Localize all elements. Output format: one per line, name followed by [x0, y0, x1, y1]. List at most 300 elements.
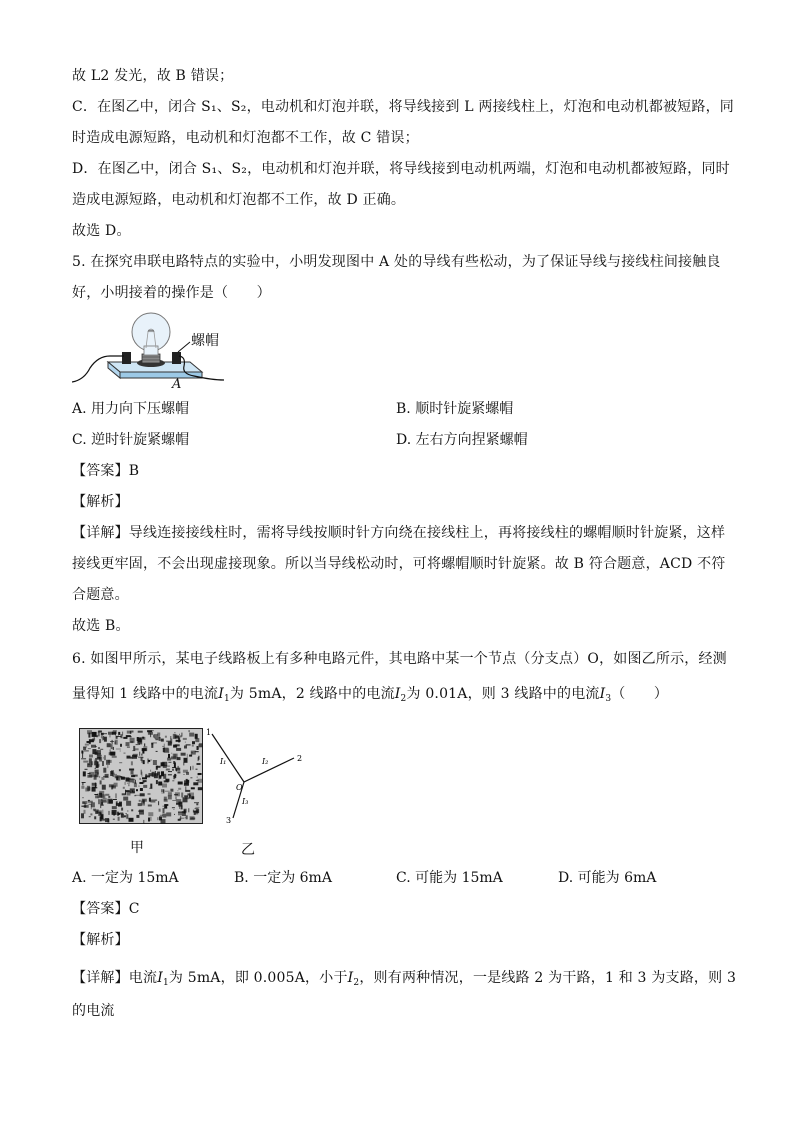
board-texture-speck: [105, 818, 109, 822]
board-texture-speck: [170, 789, 173, 792]
subscript: 2: [353, 978, 360, 988]
board-texture-speck: [131, 775, 135, 777]
board-texture-speck: [197, 746, 199, 750]
board-texture-speck: [156, 751, 158, 752]
board-texture-speck: [97, 757, 101, 760]
board-texture-speck: [172, 769, 174, 771]
board-texture-speck: [155, 738, 158, 740]
board-texture-speck: [97, 764, 100, 767]
board-texture-speck: [89, 755, 93, 758]
board-texture-speck: [81, 813, 84, 818]
board-texture-speck: [162, 814, 166, 818]
board-texture-speck: [148, 805, 152, 807]
q6-option-b: B. 一定为 6mA: [234, 870, 332, 886]
board-texture-speck: [155, 771, 156, 776]
board-texture-speck: [131, 809, 133, 811]
board-texture-speck: [126, 801, 131, 806]
board-texture-speck: [134, 783, 137, 787]
board-texture-speck: [168, 742, 172, 746]
board-texture-speck: [108, 796, 110, 798]
board-texture-speck: [173, 745, 177, 748]
board-texture-speck: [181, 805, 183, 809]
circuit-board-image: [79, 728, 203, 824]
board-texture-speck: [143, 800, 145, 804]
label-i1: I₁: [220, 757, 227, 766]
board-texture-speck: [87, 775, 92, 778]
branch-2: [244, 758, 294, 782]
board-texture-speck: [107, 765, 108, 768]
board-texture-speck: [89, 758, 92, 763]
label-i3: I₃: [242, 797, 249, 806]
board-texture-speck: [100, 804, 101, 808]
board-texture-speck: [175, 736, 179, 739]
label-3: 3: [226, 816, 232, 825]
board-texture-speck: [186, 772, 189, 775]
board-texture-speck: [143, 820, 144, 824]
branch-1: [212, 734, 244, 782]
board-texture-speck: [139, 782, 143, 784]
board-texture-speck: [168, 774, 172, 775]
label-1: 1: [206, 728, 212, 737]
board-texture-speck: [174, 754, 177, 757]
board-texture-speck: [161, 789, 164, 792]
board-texture-speck: [164, 744, 165, 749]
board-texture-speck: [140, 793, 145, 796]
board-texture-speck: [143, 785, 147, 788]
board-texture-speck: [148, 818, 150, 822]
board-texture-speck: [105, 794, 109, 796]
q5-detail: 接线更牢固，不会出现虚接现象。所以当导线松动时，可将螺帽顺时针旋紧。故 B 符合题意，ACD 不符: [72, 556, 726, 572]
board-texture-speck: [139, 800, 141, 802]
board-texture-speck: [196, 769, 198, 770]
board-texture-speck: [158, 782, 162, 786]
board-texture-speck: [98, 799, 103, 804]
board-texture-speck: [168, 754, 170, 758]
board-texture-speck: [164, 804, 168, 806]
board-texture-speck: [141, 772, 142, 777]
board-texture-speck: [130, 741, 133, 743]
board-texture-speck: [99, 731, 102, 732]
board-texture-speck: [163, 765, 167, 768]
board-texture-speck: [127, 731, 132, 734]
stem-text: 量得知 1 线路中的电流: [72, 686, 219, 702]
board-texture-speck: [194, 802, 199, 803]
board-texture-speck: [103, 801, 107, 802]
board-texture-speck: [104, 737, 107, 742]
board-texture-speck: [139, 810, 144, 815]
board-texture-speck: [94, 816, 96, 819]
board-texture-speck: [121, 808, 123, 811]
board-texture-speck: [100, 749, 103, 750]
board-texture-speck: [173, 809, 174, 810]
board-texture-speck: [113, 730, 117, 734]
q6-detail: 的电流: [72, 1003, 115, 1019]
board-texture-speck: [88, 800, 90, 801]
board-texture-speck: [94, 733, 96, 735]
board-texture-speck: [98, 747, 100, 749]
board-texture-speck: [112, 810, 117, 815]
board-texture-speck: [192, 741, 195, 744]
board-texture-speck: [90, 813, 92, 815]
board-texture-speck: [126, 790, 130, 792]
board-texture-speck: [140, 778, 141, 780]
board-texture-speck: [187, 793, 190, 795]
board-texture-speck: [176, 768, 177, 771]
board-texture-speck: [157, 817, 158, 820]
board-texture-speck: [112, 756, 117, 758]
stem-text: 为 5mA，2 线路中的电流: [229, 686, 395, 702]
figure-caption-jia: 甲: [130, 840, 144, 856]
board-texture-speck: [149, 732, 150, 734]
subscript: 1: [162, 978, 169, 988]
board-texture-speck: [182, 811, 186, 816]
board-texture-speck: [98, 732, 100, 736]
board-texture-speck: [138, 731, 143, 733]
board-texture-speck: [162, 793, 163, 794]
board-texture-speck: [123, 737, 128, 738]
q5-option-d: D. 左右方向捏紧螺帽: [396, 432, 528, 448]
text-line: C．在图乙中，闭合 S₁、S₂，电动机和灯泡并联，将导线接到 L 两接线柱上，灯泡和电动机都被短路，同: [72, 99, 734, 115]
board-texture-speck: [96, 735, 98, 737]
q6-detail: [72, 968, 736, 993]
board-texture-speck: [82, 753, 83, 758]
board-texture-speck: [132, 750, 135, 751]
question-6-stem: [72, 684, 668, 709]
board-texture-speck: [168, 771, 172, 772]
board-texture-speck: [150, 817, 151, 821]
terminal-post-right: [172, 352, 181, 364]
board-texture-speck: [143, 780, 147, 782]
board-texture-speck: [186, 815, 188, 819]
board-texture-speck: [185, 797, 189, 799]
board-texture-speck: [157, 772, 160, 776]
board-texture-speck: [83, 771, 86, 776]
bulb-glass: [132, 313, 170, 351]
board-texture-speck: [102, 761, 104, 766]
board-texture-speck: [132, 731, 134, 733]
board-texture-speck: [191, 787, 195, 789]
board-texture-speck: [96, 750, 97, 754]
node-diagram: [200, 726, 310, 826]
board-texture-speck: [176, 775, 177, 776]
q6-option-d: D. 可能为 6mA: [558, 870, 657, 886]
text-line: 故选 D。: [72, 223, 131, 239]
board-texture-speck: [124, 815, 126, 817]
board-texture-speck: [124, 753, 126, 754]
current-symbol-i1: I: [218, 686, 224, 702]
board-texture-speck: [163, 806, 164, 807]
board-texture-speck: [150, 770, 151, 772]
board-texture-speck: [139, 786, 140, 787]
board-texture-speck: [143, 746, 147, 751]
board-texture-speck: [139, 743, 140, 745]
board-texture-speck: [126, 814, 128, 818]
board-texture-speck: [192, 752, 193, 753]
board-texture-speck: [89, 816, 91, 817]
board-texture-speck: [131, 771, 134, 775]
board-texture-speck: [114, 774, 117, 775]
board-texture-speck: [104, 733, 107, 734]
board-texture-speck: [192, 745, 194, 747]
board-texture-speck: [195, 738, 199, 742]
stem-text: 为 0.01A，则 3 线路中的电流: [406, 686, 600, 702]
board-texture-speck: [141, 758, 143, 761]
board-texture-speck: [126, 735, 131, 737]
board-texture-speck: [82, 782, 83, 785]
board-texture-speck: [174, 732, 175, 733]
board-texture-speck: [184, 758, 188, 763]
board-texture-speck: [111, 744, 113, 749]
detail-text: 为 5mA，即 0.005A，小于: [168, 970, 348, 986]
board-texture-speck: [136, 789, 138, 791]
board-texture-speck: [115, 732, 116, 736]
board-texture-speck: [116, 749, 121, 750]
board-texture-speck: [88, 764, 90, 765]
board-texture-speck: [103, 768, 106, 773]
board-texture-speck: [120, 744, 122, 747]
board-texture-speck: [145, 775, 150, 777]
board-texture-speck: [87, 786, 90, 791]
board-texture-speck: [157, 766, 161, 768]
board-texture-speck: [87, 730, 92, 734]
board-texture-speck: [129, 818, 134, 822]
board-texture-speck: [178, 788, 181, 790]
board-texture-speck: [161, 819, 166, 824]
callout-line: [178, 342, 190, 352]
board-texture-speck: [148, 759, 149, 764]
q5-detail: 【详解】导线连接接线柱时，需将导线按顺时针方向绕在接线柱上，再将接线柱的螺帽顺时针旋紧，这样: [72, 525, 726, 541]
board-texture-speck: [97, 770, 99, 775]
board-texture-speck: [196, 809, 199, 813]
board-texture-speck: [140, 788, 143, 791]
board-texture-speck: [136, 744, 139, 745]
board-texture-speck: [107, 799, 112, 804]
point-a-label: A: [172, 377, 182, 392]
board-texture-speck: [150, 800, 155, 803]
text-line: 时造成电源短路，电动机和灯泡都不工作，故 C 错误；: [72, 130, 419, 146]
board-texture-speck: [132, 755, 137, 759]
board-texture-speck: [106, 760, 110, 765]
board-texture-speck: [190, 818, 195, 820]
board-texture-speck: [165, 736, 167, 738]
q5-analysis-heading: 【解析】: [72, 494, 129, 510]
board-texture-speck: [177, 757, 181, 760]
board-texture-speck: [83, 761, 88, 763]
board-texture-speck: [110, 749, 111, 754]
board-texture-speck: [161, 739, 164, 742]
nut-label: 螺帽: [191, 333, 219, 349]
bulb-figure: [72, 310, 242, 392]
board-texture-speck: [84, 810, 86, 814]
board-texture-speck: [188, 808, 189, 812]
q6-option-a: A. 一定为 15mA: [72, 870, 179, 886]
board-texture-speck: [113, 747, 114, 750]
current-symbol-i3: I: [599, 686, 606, 702]
board-texture-speck: [150, 784, 152, 789]
current-symbol-i1: I: [157, 970, 163, 986]
board-texture-speck: [164, 797, 167, 801]
board-texture-speck: [190, 766, 191, 770]
board-texture-speck: [191, 796, 194, 799]
board-texture-speck: [119, 802, 122, 807]
q6-answer: 【答案】C: [72, 901, 140, 917]
board-texture-speck: [118, 817, 120, 821]
board-texture-speck: [83, 747, 86, 750]
board-texture-speck: [138, 803, 142, 806]
board-texture-speck: [168, 749, 169, 754]
board-texture-speck: [152, 730, 154, 731]
board-texture-speck: [184, 746, 187, 749]
board-texture-speck: [119, 762, 122, 763]
board-texture-speck: [126, 813, 127, 814]
label-i2: I₂: [262, 757, 269, 766]
board-texture-speck: [181, 753, 186, 756]
subscript: 1: [223, 694, 230, 704]
node-branch-diagram: [200, 726, 310, 826]
board-texture-speck: [125, 782, 126, 785]
board-texture-speck: [88, 773, 91, 774]
board-texture-speck: [107, 743, 111, 747]
board-texture-speck: [139, 752, 140, 756]
board-texture-speck: [110, 734, 111, 737]
board-texture-speck: [92, 749, 96, 754]
board-texture-speck: [155, 800, 157, 801]
board-texture-speck: [87, 741, 91, 743]
board-texture-speck: [173, 776, 175, 777]
board-texture-speck: [141, 754, 142, 756]
current-symbol-i2: I: [394, 686, 401, 702]
board-texture-speck: [104, 755, 106, 760]
figure-caption-yi: 乙: [241, 842, 255, 858]
board-texture-speck: [99, 739, 101, 743]
board-texture-speck: [184, 774, 185, 775]
board-texture-speck: [81, 758, 86, 759]
board-texture-speck: [189, 733, 194, 737]
board-texture-speck: [112, 774, 114, 777]
board-texture-speck: [101, 733, 104, 735]
board-texture-speck: [99, 776, 100, 778]
q5-option-a: A. 用力向下压螺帽: [72, 401, 190, 417]
board-texture-speck: [178, 782, 183, 785]
board-texture-speck: [153, 742, 157, 743]
board-texture-speck: [142, 777, 147, 779]
board-texture-speck: [170, 736, 171, 739]
board-texture-speck: [100, 780, 102, 784]
board-texture-speck: [176, 797, 177, 800]
board-texture-speck: [172, 800, 176, 801]
board-texture-speck: [109, 752, 113, 755]
detail-text: 【详解】电流: [72, 970, 158, 986]
bulb-on-base-illustration: [72, 310, 242, 392]
board-texture-speck: [131, 761, 133, 765]
board-texture-speck: [127, 811, 128, 812]
board-texture-speck: [179, 818, 184, 819]
board-texture-speck: [183, 762, 184, 765]
q6-analysis-heading: 【解析】: [72, 932, 129, 948]
board-texture-speck: [163, 774, 166, 779]
board-texture-speck: [130, 788, 135, 793]
board-texture-speck: [82, 801, 87, 804]
board-texture-speck: [153, 760, 157, 765]
board-texture-speck: [103, 736, 104, 740]
board-texture-speck: [193, 810, 194, 811]
detail-text: ，则有两种情况，一是线路 2 为干路，1 和 3 为支路，则 3: [359, 970, 737, 986]
board-texture-speck: [189, 730, 190, 732]
board-texture-speck: [84, 750, 89, 751]
board-texture-speck: [123, 787, 125, 789]
board-texture-speck: [82, 782, 86, 783]
board-texture-speck: [185, 817, 186, 818]
board-texture-speck: [112, 786, 116, 789]
board-texture-speck: [92, 788, 93, 791]
board-texture-speck: [135, 748, 139, 750]
board-texture-speck: [108, 732, 113, 735]
board-texture-speck: [103, 757, 104, 758]
board-texture-speck: [172, 780, 174, 781]
board-texture-speck: [101, 777, 104, 780]
board-texture-speck: [167, 758, 171, 761]
question-5-stem: 5. 在探究串联电路特点的实验中，小明发现图中 A 处的导线有些松动，为了保证导线与接线柱间接触良: [72, 254, 721, 270]
board-texture-speck: [163, 808, 165, 813]
board-texture-speck: [115, 741, 116, 744]
board-texture-speck: [118, 732, 120, 735]
board-texture-speck: [165, 791, 170, 792]
board-texture-speck: [193, 766, 194, 770]
board-texture-speck: [101, 755, 102, 756]
board-texture-speck: [112, 806, 117, 809]
board-texture-speck: [113, 819, 115, 820]
board-texture-speck: [95, 768, 96, 769]
board-texture-speck: [101, 805, 104, 806]
subscript: 2: [400, 694, 407, 704]
board-texture-speck: [174, 814, 175, 815]
board-texture-speck: [171, 756, 176, 759]
board-texture-speck: [102, 810, 103, 815]
board-texture-speck: [144, 743, 145, 746]
board-texture-speck: [91, 802, 95, 807]
board-texture-speck: [178, 812, 182, 813]
board-texture-speck: [166, 812, 171, 816]
text-line: D．在图乙中，闭合 S₁、S₂，电动机和灯泡并联，将导线接到电动机两端，灯泡和电动机都被短路，同时: [72, 161, 730, 177]
q6-option-c: C. 可能为 15mA: [396, 870, 503, 886]
board-texture-speck: [151, 743, 153, 745]
board-texture-speck: [97, 753, 101, 756]
board-texture-speck: [178, 819, 181, 821]
board-texture-speck: [83, 797, 84, 798]
board-texture-speck: [175, 792, 180, 796]
board-texture-speck: [189, 755, 192, 757]
board-texture-speck: [186, 779, 188, 784]
board-texture-speck: [195, 807, 199, 808]
board-texture-speck: [151, 760, 152, 761]
board-texture-speck: [179, 734, 180, 735]
board-texture-speck: [176, 740, 181, 742]
text-line: 造成电源短路，电动机和灯泡都不工作，故 D 正确。: [72, 192, 406, 208]
board-texture-speck: [88, 748, 91, 749]
board-texture-speck: [168, 762, 171, 763]
board-texture-speck: [128, 784, 129, 786]
label-2: 2: [297, 754, 303, 763]
board-texture-speck: [142, 737, 144, 739]
board-texture-speck: [157, 733, 160, 736]
terminal-post-left: [122, 352, 131, 364]
board-texture-speck: [177, 771, 180, 773]
board-texture-speck: [184, 795, 188, 797]
board-texture-speck: [92, 783, 97, 786]
board-texture-speck: [116, 736, 118, 739]
board-texture-speck: [176, 748, 181, 751]
current-symbol-i2: I: [347, 970, 354, 986]
